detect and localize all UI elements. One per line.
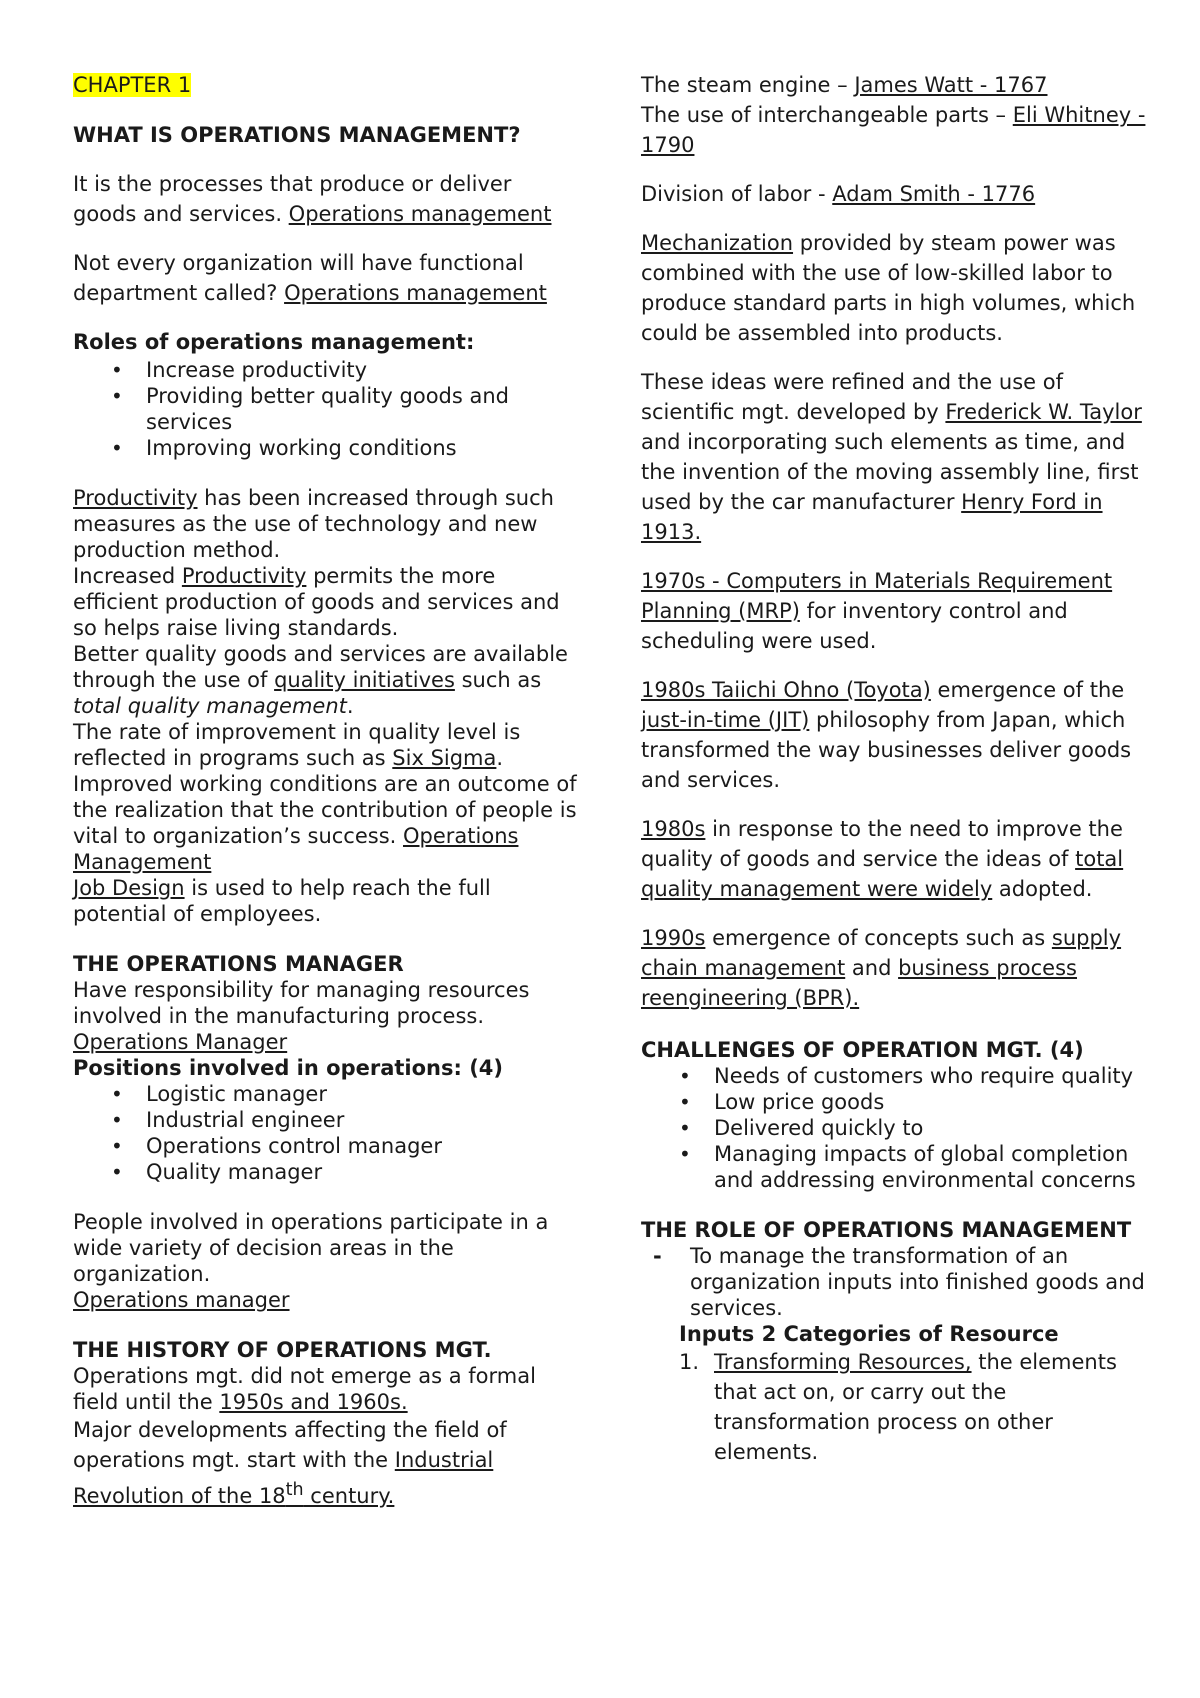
para-1980s-jit-b: emergence of the	[930, 678, 1125, 702]
para-interchangeable-a: The use of interchangeable parts –	[641, 103, 1013, 127]
link-eli-whitney[interactable]: Eli Whitney - 1790	[641, 103, 1146, 157]
list-item: - To manage the transformation of an organization inputs into finished goods and services.	[641, 1243, 1161, 1321]
para-definition	[73, 169, 578, 229]
para-interchangeable	[641, 100, 1161, 160]
role-list	[641, 1243, 1161, 1321]
link-productivity-2[interactable]: Productivity	[181, 564, 307, 588]
challenges-section	[641, 1037, 1161, 1193]
link-henry-ford[interactable]: Henry Ford in 1913.	[641, 490, 1103, 544]
inputs-heading	[641, 1321, 1161, 1347]
link-bpr[interactable]: business process reengineering (BPR).	[641, 956, 1077, 1010]
link-operations-manager-1[interactable]: Operations Manager	[73, 1030, 288, 1054]
list-item: • Operations control manager	[73, 1133, 578, 1159]
link-industrial-revolution-b: century.	[303, 1484, 395, 1508]
chapter-highlight: CHAPTER 1	[73, 73, 192, 97]
list-item: • Logistic manager	[73, 1081, 578, 1107]
para-job-design-text: is used to help reach the full potential of employees.	[73, 876, 491, 926]
people-link-line	[73, 1287, 578, 1313]
link-industrial-revolution-a: Industrial Revolution of the 18	[73, 1448, 494, 1508]
roles-details	[73, 485, 578, 927]
positions-heading-text: Positions involved in operations: (4)	[73, 1056, 503, 1080]
link-1950s-1960s[interactable]: 1950s and 1960s.	[219, 1390, 408, 1414]
list-item: • Industrial engineer	[73, 1107, 578, 1133]
role-heading-text: THE ROLE OF OPERATIONS MANAGEMENT	[641, 1218, 1132, 1242]
challenges-heading	[641, 1037, 1161, 1063]
link-job-design[interactable]: Job Design	[73, 876, 185, 900]
list-item: • Low price goods	[641, 1089, 1161, 1115]
para-1990s-b: emergence of concepts such as	[705, 926, 1052, 950]
roles-heading	[73, 327, 578, 357]
para-working	[73, 771, 578, 875]
para-division-labor	[641, 179, 1161, 209]
para-division-labor-a: Division of labor -	[641, 182, 833, 206]
link-productivity-1[interactable]: Productivity	[73, 486, 198, 510]
left-column	[73, 70, 578, 1511]
para-1980s-jit	[641, 675, 1161, 795]
heading-what-is-text: WHAT IS OPERATIONS MANAGEMENT?	[73, 123, 521, 147]
para-1970s	[641, 566, 1161, 656]
link-taiichi-ohno[interactable]: 1980s Taiichi Ohno (Toyota)	[641, 678, 931, 702]
para-not-every	[73, 248, 578, 308]
italic-tqm: total quality management	[73, 694, 347, 718]
para-1980s-tqm	[641, 814, 1161, 904]
manager-heading	[73, 951, 578, 977]
para-quality-c: .	[346, 694, 354, 718]
para-mechanization-text: provided by steam power was combined with the use of low-skilled labor to produce standard parts in high volumes, which could be assembled into products.	[641, 231, 1136, 345]
para-1990s-c: and	[845, 956, 899, 980]
history-para-2-a: Major developments affecting the field of operations mgt. start with the	[73, 1418, 507, 1472]
list-item: • Providing better quality goods and services	[73, 383, 578, 435]
manager-text: Have responsibility for managing resources involved in the manufacturing process.	[73, 978, 530, 1028]
people-section	[73, 1209, 578, 1313]
para-working-a: Improved working conditions are an outcome of the realization that the contribution of people is vital to organization’s success.	[73, 772, 577, 848]
heading-what-is	[73, 120, 578, 150]
para-productivity-2-a: Increased	[73, 564, 182, 588]
link-jit[interactable]: just-in-time (JIT)	[641, 708, 810, 732]
para-definition-text: It is the processes that produce or deliver goods and services.	[73, 172, 512, 226]
para-quality-a: Better quality goods and services are available through the use of	[73, 642, 568, 692]
list-item: • Quality manager	[73, 1159, 578, 1185]
people-text: People involved in operations participate in a wide variety of decision areas in the organization.	[73, 1210, 549, 1286]
para-scientific-mgt-a: These ideas were refined and the use of scientific mgt. developed by	[641, 370, 1063, 424]
right-column	[641, 70, 1161, 1467]
link-adam-smith[interactable]: Adam Smith - 1776	[832, 182, 1036, 206]
list-number: 1.	[679, 1350, 700, 1374]
manager-heading-text: THE OPERATIONS MANAGER	[73, 952, 404, 976]
role-section	[641, 1217, 1161, 1467]
inputs-heading-text: Inputs 2 Categories of Resource	[679, 1322, 1059, 1346]
list-item: • Needs of customers who require quality	[641, 1063, 1161, 1089]
link-frederick-taylor[interactable]: Frederick W. Taylor	[945, 400, 1142, 424]
manager-link-line	[73, 1029, 578, 1055]
link-james-watt[interactable]: James Watt - 1767	[854, 73, 1048, 97]
inputs-item-text: the elements that act on, or carry out the transformation process on other elements.	[714, 1350, 1117, 1464]
history-heading-text: THE HISTORY OF OPERATIONS MGT.	[73, 1338, 492, 1362]
para-1980s-tqm-c: adopted.	[992, 877, 1093, 901]
link-operations-manager-2[interactable]: Operations manager	[73, 1288, 290, 1312]
link-tqm[interactable]: total quality management were widely	[641, 847, 1124, 901]
history-heading	[73, 1337, 578, 1363]
para-productivity-1	[73, 485, 578, 563]
chapter-label	[73, 70, 578, 100]
para-productivity-2-b: permits the more efficient production of goods and services and so helps raise living standards.	[73, 564, 560, 640]
list-item: • Increase productivity	[73, 357, 578, 383]
link-six-sigma[interactable]: Six Sigma	[392, 746, 497, 770]
link-supply-chain[interactable]: supply chain management	[641, 926, 1122, 980]
list-item: • Improving working conditions	[73, 435, 578, 461]
para-1970s-text: for inventory control and scheduling were used.	[641, 599, 1068, 653]
link-mechanization[interactable]: Mechanization	[641, 231, 794, 255]
history-para-2	[73, 1415, 578, 1511]
positions-list	[73, 1081, 578, 1185]
link-1970s-mrp[interactable]: 1970s - Computers in Materials Requirement Planning (MRP)	[641, 569, 1113, 623]
link-transforming-resources[interactable]: Transforming Resources,	[714, 1350, 972, 1374]
history-para-1	[73, 1363, 578, 1415]
para-job-design	[73, 875, 578, 927]
list-item: • Delivered quickly to	[641, 1115, 1161, 1141]
para-mechanization	[641, 228, 1161, 348]
para-steam-engine	[641, 70, 1161, 100]
para-scientific-mgt	[641, 367, 1161, 547]
para-productivity-2	[73, 563, 578, 641]
roles-list	[73, 357, 578, 461]
challenges-heading-text: CHALLENGES OF OPERATION MGT. (4)	[641, 1038, 1084, 1062]
superscript-th: th	[285, 1480, 304, 1500]
para-1980s-tqm-b: in response to the need to improve the quality of goods and service the ideas of	[641, 817, 1123, 871]
link-1990s[interactable]: 1990s	[641, 926, 706, 950]
history-para-1-a: Operations mgt. did not emerge as a formal field until the	[73, 1364, 536, 1414]
role-heading	[641, 1217, 1161, 1243]
para-quality	[73, 641, 578, 719]
para-not-every-text: Not every organization will have functional department called?	[73, 251, 524, 305]
challenges-list	[641, 1063, 1161, 1193]
roles-heading-text: Roles of operations management:	[73, 330, 475, 354]
para-rate-a: The rate of improvement in quality level is reflected in programs such as	[73, 720, 521, 770]
list-item	[641, 1347, 1161, 1467]
link-operations-management-3[interactable]: Operations Management	[73, 824, 519, 874]
para-scientific-mgt-b: and incorporating such elements as time, and the invention of the moving assembly line, first used by the car manufacturer	[641, 430, 1139, 514]
para-quality-b: such as	[454, 668, 542, 692]
para-1990s	[641, 923, 1161, 1013]
para-rate	[73, 719, 578, 771]
link-quality-initiatives[interactable]: quality initiatives	[274, 668, 455, 692]
list-item: • Managing impacts of global completion and addressing environmental concerns	[641, 1141, 1161, 1193]
link-1980s[interactable]: 1980s	[641, 817, 706, 841]
positions-heading	[73, 1055, 578, 1081]
para-rate-b: .	[496, 746, 504, 770]
inputs-list	[641, 1347, 1161, 1467]
history-section	[73, 1337, 578, 1511]
para-1980s-jit-c: philosophy from Japan, which transformed the way businesses deliver goods and services.	[641, 708, 1132, 792]
link-operations-management-1[interactable]: Operations management	[288, 202, 552, 226]
para-steam-engine-a: The steam engine –	[641, 73, 855, 97]
para-productivity-1-text: has been increased through such measures as the use of technology and new production method.	[73, 486, 554, 562]
manager-section	[73, 951, 578, 1185]
link-operations-management-2[interactable]: Operations management	[284, 281, 547, 305]
